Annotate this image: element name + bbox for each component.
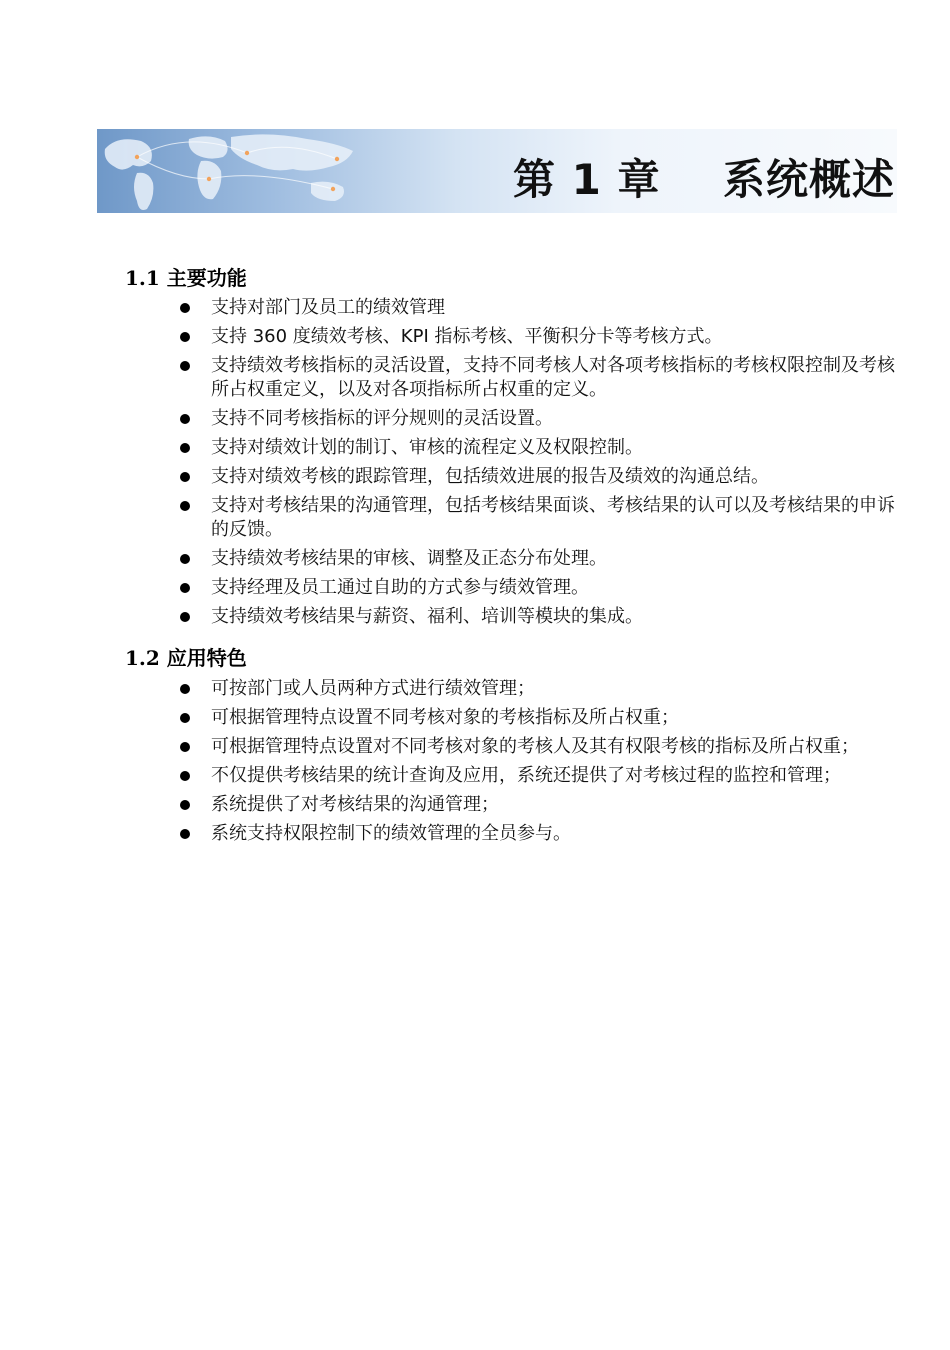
list-item: [180, 325, 896, 349]
list-item-text: 支持绩效考核结果与薪资、福利、培训等模块的集成。: [211, 606, 643, 627]
bullet-icon: [180, 414, 190, 424]
list-item: [180, 706, 896, 730]
bullet-icon: [180, 501, 190, 511]
list-item: [180, 296, 896, 320]
list-item-text: 支持对绩效考核的跟踪管理，包括绩效进展的报告及绩效的沟通总结。: [211, 466, 769, 487]
feature-list: [180, 296, 896, 634]
bullet-icon: [180, 713, 190, 723]
bullet-icon: [180, 612, 190, 622]
bullet-icon: [180, 443, 190, 453]
section-number: 1.2: [125, 646, 160, 670]
bullet-icon: [180, 771, 190, 781]
bullet-icon: [180, 361, 190, 371]
list-item-text: 不仅提供考核结果的统计查询及应用，系统还提供了对考核过程的监控和管理；: [211, 765, 841, 786]
bullet-icon: [180, 472, 190, 482]
list-item: [180, 793, 896, 817]
list-item-text: 支持对考核结果的沟通管理，包括考核结果面谈、考核结果的认可以及考核结果的申诉的反馈。: [211, 495, 895, 540]
list-item: [180, 407, 896, 431]
list-item-text: 支持经理及员工通过自助的方式参与绩效管理。: [211, 577, 589, 598]
section-number: 1.1: [125, 266, 160, 290]
list-item-text: 可根据管理特点设置对不同考核对象的考核人及其有权限考核的指标及所占权重；: [211, 736, 859, 757]
section-heading-1-2: [125, 642, 247, 671]
list-item-text: 系统支持权限控制下的绩效管理的全员参与。: [211, 823, 571, 844]
list-item-text: 系统提供了对考核结果的沟通管理；: [211, 794, 499, 815]
list-item-text: 支持绩效考核结果的审核、调整及正态分布处理。: [211, 548, 607, 569]
feature-list-2: [180, 677, 896, 851]
section-heading-1-1: [125, 262, 247, 291]
list-item-text: 可按部门或人员两种方式进行绩效管理；: [211, 678, 535, 699]
bullet-icon: [180, 742, 190, 752]
list-item-text: 支持不同考核指标的评分规则的灵活设置。: [211, 408, 553, 429]
list-item: [180, 576, 896, 600]
list-item-text: 可根据管理特点设置不同考核对象的考核指标及所占权重；: [211, 707, 679, 728]
list-item: [180, 822, 896, 846]
list-item-text: 支持对部门及员工的绩效管理: [211, 297, 445, 318]
list-item: [180, 677, 896, 701]
list-item-text: 支持绩效考核指标的灵活设置，支持不同考核人对各项考核指标的考核权限控制及考核所占权重定义，以及对各项指标所占权重的定义。: [211, 355, 895, 400]
chapter-banner: [97, 129, 897, 213]
list-item: [180, 547, 896, 571]
bullet-icon: [180, 829, 190, 839]
chapter-title: 第 1 章 系统概述: [513, 155, 895, 204]
list-item: [180, 764, 896, 788]
bullet-icon: [180, 684, 190, 694]
section-title: 应用特色: [166, 646, 247, 670]
bullet-icon: [180, 332, 190, 342]
list-item: [180, 494, 896, 542]
section-title: 主要功能: [166, 266, 247, 290]
world-map-graphic: [97, 129, 417, 213]
bullet-icon: [180, 583, 190, 593]
list-item: [180, 436, 896, 460]
list-item-text: 支持对绩效计划的制订、审核的流程定义及权限控制。: [211, 437, 643, 458]
bullet-icon: [180, 800, 190, 810]
list-item: [180, 605, 896, 629]
list-item-text: 支持 360 度绩效考核、KPI 指标考核、平衡积分卡等考核方式。: [211, 326, 723, 347]
list-item: [180, 735, 896, 759]
bullet-icon: [180, 303, 190, 313]
list-item: [180, 354, 896, 402]
list-item: [180, 465, 896, 489]
bullet-icon: [180, 554, 190, 564]
